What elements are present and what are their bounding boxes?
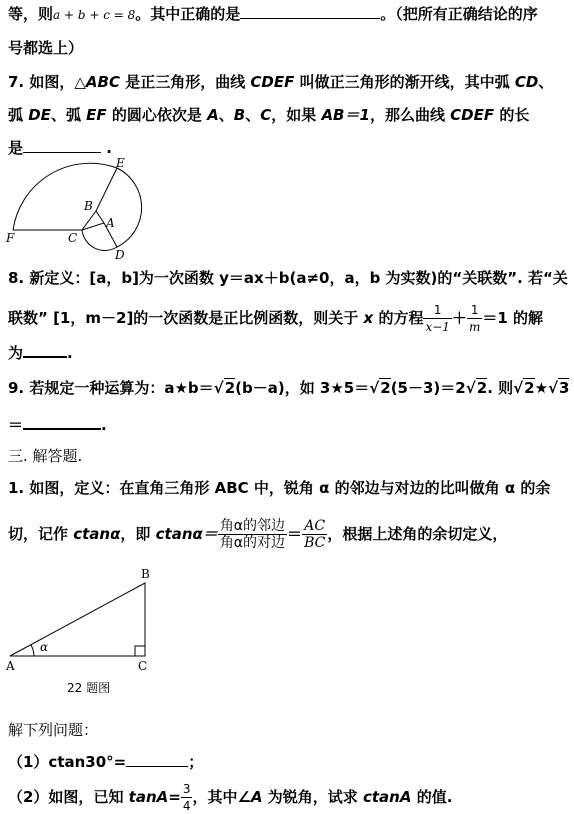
fraction-ac-over-bc (302, 518, 327, 551)
q8-line2 (8, 301, 543, 335)
sub2-text: ，其中∠ (192, 788, 251, 806)
q6-line2: 号都选上） (8, 39, 84, 57)
q6-condition: a + b + c = 8 (53, 8, 136, 22)
q8-text: 的方程 (373, 309, 424, 327)
q7-text: 7. 如图，△ (8, 73, 86, 91)
sub1-line (8, 752, 203, 772)
q7-text: ，如果 (271, 106, 322, 124)
frac-num: 角α的邻边 (219, 518, 286, 534)
q7-text: 弧 (8, 106, 29, 124)
triangle-abc (82, 211, 104, 230)
sub2-text: （2）如图，已知 (8, 788, 129, 806)
frac-num: 1 (423, 302, 451, 319)
q6-answer-blank[interactable] (240, 4, 380, 19)
q7-text: 叫做正三角形的渐开线，其中弧 (294, 73, 515, 91)
frac-den: 4 (182, 799, 191, 813)
q9-text: . 则 (487, 379, 514, 397)
p1-text: 切，记作 (8, 525, 74, 543)
q9-text: (5－3)＝2 (390, 379, 466, 397)
q7-abc: ABC (85, 73, 120, 91)
q9-line2 (8, 414, 107, 435)
q7-c: C (260, 106, 272, 124)
q7-cdef: CDEF (450, 106, 495, 124)
q7-text: . (101, 139, 112, 157)
q9-answer-blank[interactable] (23, 414, 101, 430)
q7-text: ，那么曲线 (369, 106, 451, 124)
fraction-1-over-x-minus-1 (423, 302, 451, 335)
frac-num: 1 (467, 302, 482, 319)
sqrt-2: 2 (380, 379, 391, 397)
label-a: A (106, 216, 115, 230)
arc-de (117, 168, 142, 247)
q7-ab-eq: AB＝1 (321, 106, 370, 124)
q7-text: 的圆心依次是 (106, 106, 208, 124)
q9-text: . (101, 416, 107, 434)
q7-line2 (8, 105, 529, 125)
solve-heading: 解下列问题： (8, 721, 99, 739)
sqrt-2: 2 (524, 379, 535, 397)
q9-text: (b－a)，如 3★5＝ (235, 379, 370, 397)
label-f: F (6, 231, 15, 245)
section-heading: 三. 解答题. (8, 447, 83, 465)
sqrt-2: 2 (476, 379, 488, 397)
q8-line1: 8. 新定义：[a，b]为一次函数 y＝ax＋b(a≠0，a，b 为实数)的“关联数”. 若“关 (8, 269, 568, 287)
q7-text: 、弧 (50, 106, 87, 124)
frac-den: x−1 (425, 320, 450, 334)
sub2-text: 的值. (411, 788, 453, 806)
q7-text: 、 (245, 106, 261, 124)
q6-line1 (8, 4, 538, 25)
q8-text: . (67, 344, 73, 362)
angle-arc (31, 645, 34, 656)
label-a: A (6, 659, 15, 673)
sub1-answer-blank[interactable] (126, 752, 188, 767)
involute-figure (0, 155, 170, 265)
p1-text: ，根据上述角的余切定义， (327, 525, 508, 543)
p1-ctan: ctanα (73, 525, 121, 543)
frac-num: 3 (182, 782, 191, 796)
q9-text: ＝ (8, 416, 24, 434)
frac-den: 角α的对边 (219, 535, 286, 551)
q8-line3 (8, 342, 73, 363)
q9-text: 9. 若规定一种运算为：a★b＝ (8, 379, 214, 397)
sqrt-2: 2 (224, 379, 236, 397)
q8-text: ＝1 的解 (482, 309, 543, 327)
label-e: E (116, 156, 125, 170)
q7-text: 是正三角形，曲线 (119, 73, 251, 91)
sub2-text: 为锐角，试求 (262, 788, 363, 806)
q7-a: A (207, 106, 219, 124)
q8-answer-blank[interactable] (23, 342, 67, 358)
q8-text: 联数” [1，m－2]的一次函数是正比例函数，则关于 (8, 309, 364, 327)
sub2-line (8, 780, 452, 814)
arc-cd (82, 230, 117, 250)
fraction-adjacent-over-opposite (218, 518, 287, 551)
figure-caption: 22 题图 (67, 681, 111, 695)
frac-den: m (468, 320, 481, 334)
p1-text: ，即 (120, 525, 156, 543)
q7-ef: EF (86, 106, 107, 124)
q7-line1 (8, 72, 553, 92)
q7-text: 是 (8, 139, 24, 157)
sub2-ctana: ctanA (362, 788, 412, 806)
triangle-abc (10, 583, 145, 656)
q7-cd: CD (514, 73, 539, 91)
q6-suffix: 。（把所有正确结论的序 (380, 5, 538, 23)
q8-plus: ＋ (451, 309, 467, 327)
fraction-1-over-m (467, 302, 482, 335)
sqrt-3: 3 (559, 379, 570, 397)
q6-middle: 。其中正确的是 (135, 5, 241, 23)
p1-line2 (8, 514, 507, 554)
sub2-angle: A (250, 788, 263, 806)
q7-b: B (233, 106, 246, 124)
q8-x: x (363, 309, 374, 327)
p1-eq: ＝ (287, 525, 303, 543)
q7-cdef: CDEF (250, 73, 295, 91)
q7-de: DE (28, 106, 51, 124)
line-be (96, 168, 117, 211)
q8-text: 为 (8, 344, 24, 362)
label-b: B (141, 567, 150, 581)
fraction-3-over-4 (181, 781, 193, 814)
q7-text: 、 (538, 73, 554, 91)
label-b: B (84, 199, 93, 213)
label-alpha: α (40, 640, 49, 654)
sub1-text: （1）ctan30°= (8, 753, 127, 771)
q7-text: 的长 (494, 106, 530, 124)
q6-prefix: 等，则 (8, 5, 54, 23)
label-c: C (68, 231, 78, 245)
frac-num: AC (302, 518, 327, 535)
p1-line1: 1. 如图，定义：在直角三角形 ABC 中，锐角 α 的邻边与对边的比叫做角 α 的余 (8, 479, 551, 497)
q9-line1: 9. 若规定一种运算为：a★b＝√2(b－a)，如 3★5＝√2(5－3)＝2√2. 则√2★√3 (8, 379, 570, 397)
q7-answer-blank[interactable] (23, 138, 101, 153)
right-angle-mark (135, 646, 145, 656)
star-operator: ★ (534, 379, 549, 397)
label-d: D (115, 248, 125, 262)
sub1-text: ； (188, 753, 204, 771)
sub2-tana: tanA= (128, 788, 181, 806)
right-triangle-figure (0, 566, 170, 696)
q7-text: 、 (218, 106, 234, 124)
label-c: C (138, 659, 148, 673)
p1-ctan-eq: ctanα＝ (155, 525, 218, 543)
frac-den: BC (304, 535, 326, 551)
